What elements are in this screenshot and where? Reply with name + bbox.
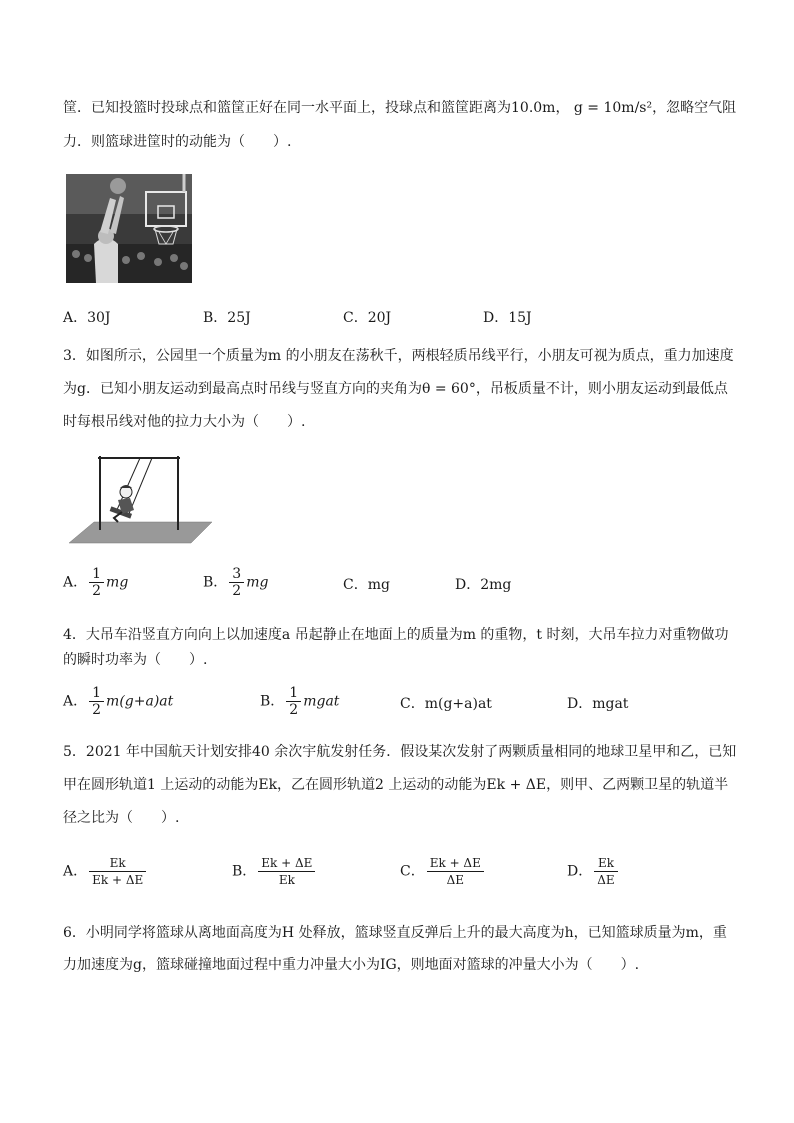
q4-option-b-fraction <box>286 685 301 718</box>
q5-option-d-fraction <box>594 855 617 888</box>
q5-option-c-numerator: Ek + ΔE <box>427 855 484 872</box>
q5-option-a-label: A． <box>63 863 88 880</box>
q3-option-a-fraction <box>89 566 104 599</box>
q4-option-a[interactable] <box>63 685 173 718</box>
q5-option-d-denominator: ΔE <box>597 873 615 887</box>
q3-option-d[interactable]: D．2mg <box>455 577 512 593</box>
basketball-photo-icon <box>66 174 192 283</box>
q4-option-c[interactable]: C．m(g+a)at <box>400 696 492 712</box>
q3-text-line-3: 时每根吊线对他的拉力大小为（ ）. <box>63 414 306 430</box>
q3-text-line-2: 为g．已知小朋友运动到最高点时吊线与竖直方向的夹角为θ = 60°，吊板质量不计，则小朋友运动到最低点 <box>63 381 728 397</box>
q5-option-d[interactable] <box>567 855 620 888</box>
swing-figure-icon <box>66 450 216 546</box>
q2-option-c[interactable]: C．20J <box>343 310 392 326</box>
q6-text-line-1: 6．小明同学将篮球从离地面高度为H 处释放，篮球竖直反弹后上升的最大高度为h，已知篮球质量为m，重 <box>63 925 727 941</box>
q5-option-b-label: B． <box>232 863 257 880</box>
q5-text-line-3: 径之比为（ ）. <box>63 810 180 826</box>
q5-text-line-2: 甲在圆形轨道1 上运动的动能为Ek，乙在圆形轨道2 上运动的动能为Ek + ΔE，则甲、乙两颗卫星的轨道半 <box>63 777 729 793</box>
q5-option-c[interactable] <box>400 855 486 888</box>
q5-option-b-denominator: Ek <box>278 873 295 887</box>
q5-option-a-numerator: Ek <box>89 855 146 872</box>
q4-option-b-tail: mgat <box>303 693 340 710</box>
q4-text-line-1: 4．大吊车沿竖直方向向上以加速度a 吊起静止在地面上的质量为m 的重物，t 时刻，大吊车拉力对重物做功 <box>63 627 729 643</box>
q5-option-d-label: D． <box>567 863 593 880</box>
q5-option-b-numerator: Ek + ΔE <box>258 855 315 872</box>
q5-option-b-fraction <box>258 855 315 888</box>
q4-text-line-2: 的瞬时功率为（ ）. <box>63 652 208 668</box>
q4-option-d[interactable]: D．mgat <box>567 696 629 712</box>
q5-option-b[interactable] <box>232 855 317 888</box>
q2-text-line-1: 筐．已知投篮时投球点和篮筐正好在同一水平面上，投球点和篮筐距离为10.0m， g = 10m/s²，忽略空气阻 <box>63 100 737 116</box>
q3-option-a-numerator: 1 <box>89 566 104 583</box>
q4-option-a-fraction <box>89 685 104 718</box>
q3-option-a-label: A． <box>63 574 88 591</box>
q4-option-b-label: B． <box>260 693 285 710</box>
q6-text-line-2: 力加速度为g，篮球碰撞地面过程中重力冲量大小为IG，则地面对篮球的冲量大小为（ ）. <box>63 957 640 973</box>
q2-option-a[interactable]: A．30J <box>63 310 111 326</box>
q3-option-b-tail: mg <box>246 574 269 591</box>
q5-option-c-denominator: ΔE <box>446 873 464 887</box>
q5-option-c-fraction <box>427 855 484 888</box>
q4-option-a-tail: m(g+a)at <box>106 693 174 710</box>
q3-option-b[interactable] <box>203 566 268 599</box>
q4-option-a-label: A． <box>63 693 88 710</box>
q3-option-b-denominator: 2 <box>232 583 242 599</box>
q5-option-d-numerator: Ek <box>594 855 617 872</box>
q5-option-a[interactable] <box>63 855 148 888</box>
q5-option-a-denominator: Ek + ΔE <box>92 873 144 887</box>
q4-option-a-denominator: 2 <box>92 702 102 718</box>
q4-option-b-numerator: 1 <box>286 685 301 702</box>
q3-option-b-fraction <box>229 566 244 599</box>
q4-option-b-denominator: 2 <box>289 702 299 718</box>
q3-option-c[interactable]: C．mg <box>343 577 390 593</box>
q2-text-line-2: 力．则篮球进筐时的动能为（ ）. <box>63 134 292 150</box>
q3-option-a-denominator: 2 <box>92 583 102 599</box>
q5-option-c-label: C． <box>400 863 425 880</box>
q3-option-a-tail: mg <box>106 574 129 591</box>
q4-option-a-numerator: 1 <box>89 685 104 702</box>
q5-option-a-fraction <box>89 855 146 888</box>
q3-option-b-label: B． <box>203 574 228 591</box>
q3-option-a[interactable] <box>63 566 128 599</box>
q4-option-b[interactable] <box>260 685 339 718</box>
q2-option-d[interactable]: D．15J <box>483 310 532 326</box>
q3-option-b-numerator: 3 <box>229 566 244 583</box>
q3-text-line-1: 3．如图所示，公园里一个质量为m 的小朋友在荡秋千，两根轻质吊线平行，小朋友可视为质点，重力加速度 <box>63 348 734 364</box>
q2-option-b[interactable]: B．25J <box>203 310 251 326</box>
q5-text-line-1: 5．2021 年中国航天计划安排40 余次宇航发射任务．假设某次发射了两颗质量相同的地球卫星甲和乙，已知 <box>63 744 737 760</box>
